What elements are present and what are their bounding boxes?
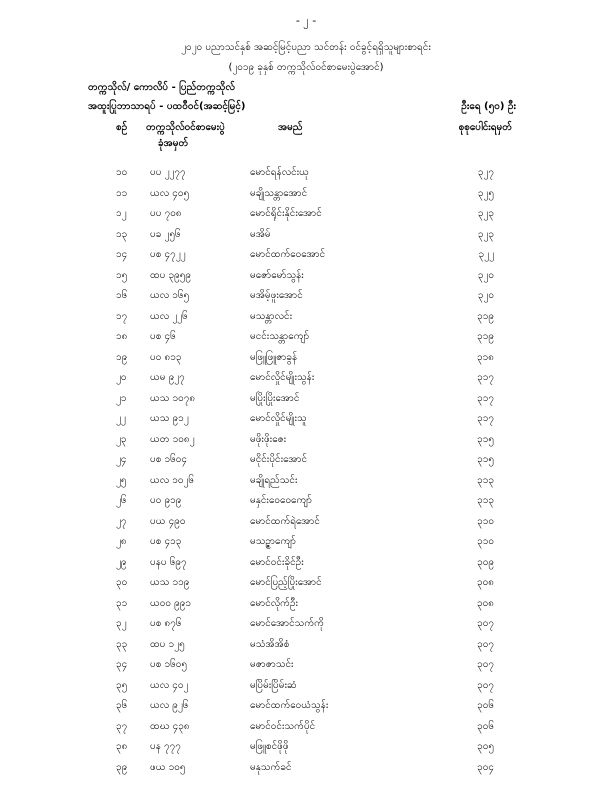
roll-number: ထပ ၁၂၅: [150, 638, 185, 650]
roll-number: ပပ ၂၂၇၇: [150, 167, 186, 178]
row-number: ၁၂: [116, 208, 127, 219]
row-number: ၃၁: [116, 597, 128, 609]
student-name: မဖြူစင်ဖိုဖို: [250, 741, 289, 752]
student-name: မောင်ဝင်းခိုင်ဦး: [250, 556, 304, 568]
table-row: [0, 575, 612, 596]
student-name: မအိမ့်ဖူးအောင်: [250, 290, 303, 301]
table-row: [0, 493, 612, 514]
row-number: ၁၇: [116, 310, 128, 322]
row-number: ၂၂: [116, 413, 126, 424]
student-name: မဇော်မော်သွန်း: [250, 269, 304, 281]
column-header-no: စဉ်: [116, 122, 128, 133]
row-number: ၂၉: [116, 556, 127, 568]
total-marks: ၃၂၃: [477, 208, 494, 219]
roll-number: ဖယ ၁၀၅: [150, 761, 186, 773]
total-marks: ၃၀၈: [477, 597, 494, 609]
row-number: ၁၃: [116, 228, 128, 240]
table-row: [0, 739, 612, 760]
row-number: ၁၄: [116, 249, 128, 260]
roll-number: ပစ ၄၆: [150, 331, 176, 342]
row-number: ၂၅: [116, 474, 127, 486]
student-name: မသန္တာလင်း: [250, 310, 293, 322]
roll-number: ပနပ ၆၉၇: [150, 556, 187, 568]
roll-number: ယတ ၁၀၈၂: [150, 433, 195, 445]
total-marks: ၃၁၉: [477, 310, 494, 322]
university-label: တက္ကသိုလ်/ ကောလိပ် - ပြည်တက္ကသိုလ်: [88, 82, 235, 93]
table-row: [0, 637, 612, 658]
table-row: [0, 514, 612, 535]
table-row: [0, 165, 612, 186]
total-marks: ၃၁၀: [477, 515, 494, 527]
document-subtitle: (၂၀၁၉ ခုနှစ် တက္ကသိုလ်ဝင်စာမေးပွဲအောင်): [228, 62, 384, 73]
table-row: [0, 350, 612, 371]
total-marks: ၃၀၇: [477, 618, 494, 629]
total-marks: ၃၀၅: [477, 741, 494, 752]
table-row: [0, 473, 612, 494]
total-marks: ၃၁၅: [477, 454, 494, 465]
roll-number: ယသ ၁၀၇၈: [150, 392, 196, 404]
student-name: မပြိမ်းပြိမ်းဆံ: [250, 679, 297, 691]
roll-number: ပစ ၄၇၂၂: [150, 249, 186, 260]
roll-number: ယသ ၉၁၂: [150, 413, 189, 424]
total-marks: ၃၀၇: [477, 638, 494, 650]
row-number: ၁၁: [116, 187, 128, 199]
row-number: ၁၈: [116, 331, 128, 342]
row-number: ၂၄: [116, 454, 127, 465]
row-number: ၂၀: [116, 372, 127, 383]
table-row: [0, 452, 612, 473]
row-number: ၃၄: [116, 659, 128, 670]
row-number: ၁၆: [116, 290, 128, 301]
total-marks: ၃၂၂: [478, 249, 494, 260]
roll-number: ယသ ၁၁၉: [150, 577, 190, 588]
student-name: မောင်ရန်လင်းယု: [250, 167, 309, 178]
student-name: မောင်ရိုင်းနိုင်းအောင်: [250, 208, 322, 219]
row-number: ၃၇: [116, 720, 128, 732]
row-number: ၂၁: [116, 392, 127, 404]
student-name: မောင်လိုက်ဦး: [250, 597, 299, 609]
roll-number: ထပ ၃၉၅၉: [150, 269, 192, 281]
roll-number: ပစ ၄၁၃: [150, 536, 182, 547]
table-row: [0, 760, 612, 781]
student-name: မဖြူဖြူဇာခွန်: [250, 351, 298, 363]
total-marks: ၃၀၉: [477, 556, 494, 568]
total-marks: ၃၀၄: [477, 761, 494, 773]
total-marks: ၃၀၆: [477, 720, 494, 732]
roll-number: ယလ ၄၀၂: [150, 679, 189, 691]
total-marks: ၃၂၅: [477, 187, 494, 199]
total-marks: ၃၁၇: [477, 372, 494, 383]
student-name: မောင်ထက်ရဲအောင်: [250, 515, 320, 527]
roll-number: ပယ ၄၉၀: [150, 515, 186, 527]
student-name: မချိုသန္တာအောင်: [250, 187, 308, 199]
student-name: မနုသက်ခင်: [250, 761, 292, 773]
table-row: [0, 227, 612, 248]
row-number: ၃၃: [116, 638, 128, 650]
table-row: [0, 247, 612, 268]
student-name: မသဉ္ဇာကျော်: [250, 536, 296, 547]
table-row: [0, 186, 612, 207]
student-name: မပြိုးပြိုးအောင်: [250, 392, 300, 404]
roll-number: ပစ ၁၆၀၄: [150, 454, 188, 465]
student-name: မငိုင်းပိုင်းအောင်: [250, 454, 308, 465]
row-number: ၂၆: [116, 495, 127, 506]
table-row: [0, 268, 612, 289]
total-marks: ၃၂၃: [477, 228, 494, 240]
total-marks: ၃၁၉: [477, 331, 494, 342]
row-number: ၃၉: [116, 761, 128, 773]
row-number: ၃၆: [116, 700, 128, 711]
roll-number: ယလ ၄၀၅: [150, 187, 190, 199]
student-name: မအိမ်: [250, 228, 271, 240]
total-marks: ၃၂၀: [477, 269, 494, 281]
row-number: ၂၈: [116, 536, 127, 547]
row-number: ၁၉: [116, 351, 128, 363]
row-number: ၂၇: [116, 515, 127, 527]
table-row: [0, 698, 612, 719]
major-label: အထူးပြုဘာသာရပ် - ပထဝီဝင်(အဆင့်မြင့်): [88, 101, 246, 112]
table-row: [0, 329, 612, 350]
roll-number: ပဝ ၈၁၃: [150, 351, 182, 363]
student-name: မောင်အောင်သက်ကို: [250, 618, 324, 629]
roll-number: ယဝဝ ၉၉၁: [150, 597, 191, 609]
student-name: မသံအိအိစံ: [250, 638, 290, 650]
roll-number: ပစ ၁၆၀၅: [150, 659, 188, 670]
student-name: မောင်လှိုင်မျိုးသူ: [250, 413, 307, 424]
table-row: [0, 596, 612, 617]
roll-number: ယလ ၁၆၅: [150, 290, 190, 301]
total-marks: ၃၁၀: [477, 536, 494, 547]
row-number: ၃၅: [116, 679, 128, 691]
table-row: [0, 657, 612, 678]
roll-number: ယလ ၉၂၆: [150, 700, 189, 711]
column-header-name: အမည်: [278, 122, 303, 133]
seat-count: ဦးရေ (၅၀) ဦး: [461, 101, 516, 112]
student-name: မချိုရည်သင်း: [250, 474, 298, 486]
table-row: [0, 719, 612, 740]
total-marks: ၃၁၅: [477, 433, 494, 445]
student-name: မောင်ထက်ဝေယံသွန်း: [250, 700, 329, 711]
row-number: ၁၅: [116, 269, 128, 281]
table-row: [0, 534, 612, 555]
student-name: မဇာဇာသင်း: [250, 659, 294, 670]
roll-number: ယမ ၉၂၇: [150, 372, 185, 383]
row-number: ၃၈: [116, 741, 128, 752]
student-name: မောင်ပြည့်ပြိုးအောင်: [250, 577, 322, 588]
total-marks: ၃၁၃: [477, 495, 494, 506]
table-row: [0, 555, 612, 576]
total-marks: ၃၀၆: [477, 700, 494, 711]
table-row: [0, 616, 612, 637]
roll-number: ပန ၇၇၇: [150, 741, 181, 752]
table-row: [0, 678, 612, 699]
roll-number: ထဃ ၄၃၈: [150, 720, 190, 732]
column-header-roll: တက္ကသိုလ်ဝင်စာမေးပွဲ: [146, 122, 225, 133]
student-name: မဖိုးဖိုးဇေး: [250, 433, 287, 445]
total-marks: ၃၁၇: [477, 413, 494, 424]
page-number: - ၂ -: [295, 14, 317, 27]
total-marks: ၃၀၇: [477, 659, 494, 670]
total-marks: ၃၁၇: [477, 392, 494, 404]
table-row: [0, 309, 612, 330]
total-marks: ၃၂၇: [477, 167, 494, 178]
column-header-marks: စုစုပေါင်းရမှတ်: [458, 122, 512, 133]
total-marks: ၃၀၇: [477, 679, 494, 691]
table-row: [0, 411, 612, 432]
row-number: ၃၂: [116, 618, 127, 629]
column-header-roll-sub: ခုံအမှတ်: [158, 138, 189, 149]
roll-number: ပဝ ၉၁၉: [150, 495, 182, 506]
student-name: မောင်ဝင်းသက်ပိုင်: [250, 720, 316, 732]
roll-number: ပခ ၂၅၆: [150, 228, 181, 240]
total-marks: ၃၁၈: [477, 351, 494, 363]
total-marks: ၃၂၀: [477, 290, 494, 301]
document-title: ၂၀၂၀ ပညာသင်နှစ် အဆင့်မြင့်ပညာ သင်တန်း ဝင်ခွင့်ရရှိသူများစာရင်း: [181, 42, 431, 53]
total-marks: ၃၁၃: [477, 474, 494, 486]
roll-number: ယလ ၁၀၂၆: [150, 474, 195, 486]
row-number: ၁၀: [116, 167, 128, 178]
table-row: [0, 206, 612, 227]
roll-number: ယလ ၂၂၆: [150, 310, 188, 322]
table-row: [0, 370, 612, 391]
table-row: [0, 432, 612, 453]
table-row: [0, 288, 612, 309]
student-name: မနှင်းဝေဝေကျော်: [250, 495, 312, 506]
student-name: မငင်းသန္တာကျော်: [250, 331, 310, 342]
total-marks: ၃၀၈: [477, 577, 494, 588]
row-number: ၂၃: [116, 433, 127, 445]
row-number: ၃၀: [116, 577, 128, 588]
student-name: မောင်ထက်ဝေအောင်: [250, 249, 326, 260]
roll-number: ပစ ၈၇၆: [150, 618, 182, 629]
student-name: မောင်လှိုင်မျိုးသွန်း: [250, 372, 315, 383]
roll-number: ပပ ၇၀၈: [150, 208, 182, 219]
table-row: [0, 391, 612, 412]
